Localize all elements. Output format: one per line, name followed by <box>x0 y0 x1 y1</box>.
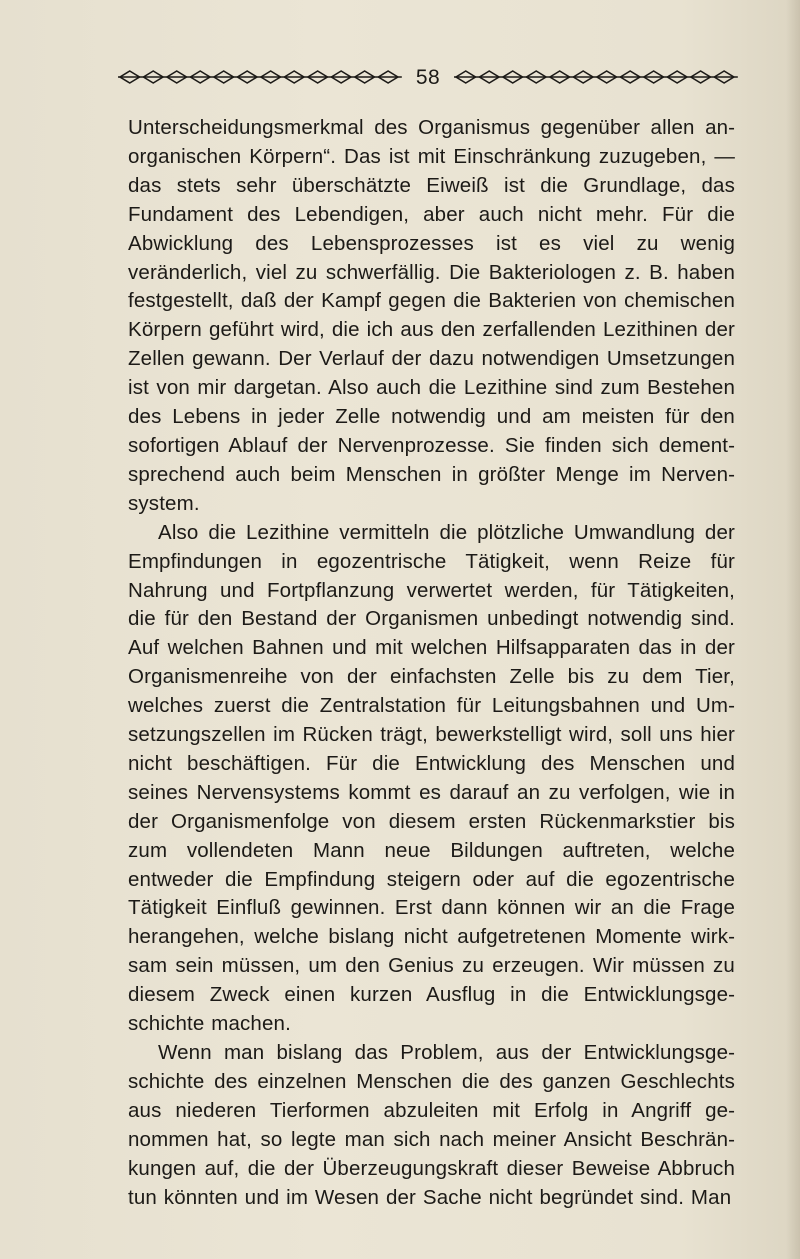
page-number: 58 <box>415 65 441 89</box>
paragraph-2: Also die Lezithine vermitteln die plötzliche Umwandlung der Empfindungen in egozentrische Tätigkeit, wenn Reize für Nahrung und Fortpflanzung verwertet werden, für Tätigkeiten, die für den Bestand der Organismen unbedingt notwendig sind. Auf welchen Bahnen und mit welchen Hilfsapparaten das in der Organismenreihe von der einfachsten Zelle bis zu dem Tier, welches zuerst die Zentralstation für Leitungsbahnen und Umsetzungszellen im Rücken trägt, bewerkstelligt wird, soll uns hier nicht beschäftigen. Für die Entwicklung des Menschen und seines Nervensystems kommt es darauf an zu verfolgen, wie in der Organismenfolge von diesem ersten Rückenmarkstier bis zum vollendeten Mann neue Bildungen auftreten, welche entweder die Empfindung steigern oder auf die egozentrische Tätigkeit Einfluß gewinnen. Erst dann können wir an die Frage herangehen, welche bislang nicht aufgetretenen Momente wirksam sein müssen, um den Genius zu erzeugen. Wir müssen zu diesem Zweck einen kurzen Ausflug in die Entwicklungsgeschichte machen. <box>128 520 735 1036</box>
page-header <box>118 62 738 92</box>
diamond-chain-ornament-icon <box>454 68 738 86</box>
paragraph-3: Wenn man bislang das Problem, aus der Entwicklungsgeschichte des einzelnen Menschen die des ganzen Geschlechts aus niederen Tierformen abzuleiten mit Erfolg in Angriff genommen hat, so legte man sich nach meiner Ansicht Beschränkungen auf, die der Überzeugungskraft dieser Beweise Abbruch tun könnten und im Wesen der Sache nicht begründet sind. Man <box>128 1041 735 1209</box>
body-text <box>128 114 735 1212</box>
page-edge-shadow <box>786 0 800 1259</box>
paragraph-1: Unterscheidungsmerkmal des Organismus gegenüber allen anorganischen Körpern“. Das ist mit Einschränkung zuzugeben, — das stets sehr überschätzte Eiweiß ist die Grundlage, das Fundament des Lebendigen, aber auch nicht mehr. Für die Abwicklung des Lebensprozesses ist es viel zu wenig veränderlich, viel zu schwerfällig. Die Bakteriologen z. B. haben festgestellt, daß der Kampf gegen die Bakterien von chemischen Körpern geführt wird, die ich aus den zerfallenden Lezithinen der Zellen gewann. Der Verlauf der dazu notwendigen Umsetzungen ist von mir dargetan. Also auch die Lezithine sind zum Bestehen des Lebens in jeder Zelle notwendig und am meisten für den sofortigen Ablauf der Nervenprozesse. Sie finden sich dementsprechend auch beim Menschen in größter Menge im Nervensystem. <box>128 116 735 515</box>
diamond-chain-ornament-icon <box>118 68 402 86</box>
